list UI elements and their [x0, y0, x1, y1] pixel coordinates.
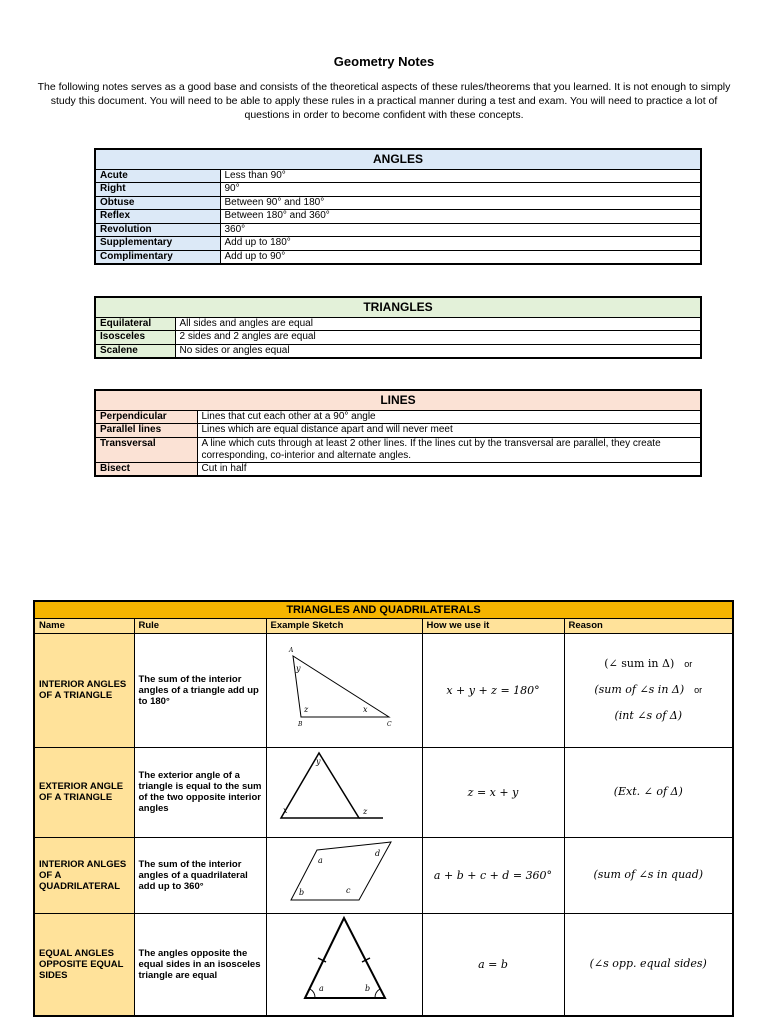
angle-desc: 360°: [220, 223, 701, 237]
angles-table: [94, 148, 702, 265]
reason: [564, 913, 733, 1016]
column-header-use: How we use it: [422, 618, 564, 633]
isosceles-triangle-sketch: [267, 914, 421, 1012]
reason-line: (∠s opp. equal sides): [589, 957, 707, 970]
vertex-label-c: C: [387, 720, 392, 728]
angles-header: ANGLES: [95, 149, 701, 169]
lines-header: LINES: [95, 390, 701, 410]
or-label: or: [694, 685, 703, 695]
angle-label-y: y: [316, 756, 321, 766]
angle-name: Obtuse: [95, 196, 220, 210]
triangle-desc: No sides or angles equal: [175, 344, 701, 358]
column-header-rule: Rule: [134, 618, 266, 633]
angle-desc: 90°: [220, 183, 701, 197]
line-name: Parallel lines: [95, 424, 197, 438]
line-name: Transversal: [95, 437, 197, 462]
rule-name: EQUAL ANGLES OPPOSITE EQUAL SIDES: [34, 913, 134, 1016]
table-row: [34, 913, 733, 1016]
angle-name: Reflex: [95, 210, 220, 224]
table-row: [95, 183, 701, 197]
example-sketch: [266, 633, 422, 747]
table-row: [34, 747, 733, 837]
line-name: Bisect: [95, 462, 197, 476]
column-header-sketch: Example Sketch: [266, 618, 422, 633]
table-row: [95, 169, 701, 183]
page-title: Geometry Notes: [333, 54, 435, 69]
rule-name: EXTERIOR ANGLE OF A TRIANGLE: [34, 747, 134, 837]
angle-desc: Between 180° and 360°: [220, 210, 701, 224]
table-row: [95, 237, 701, 251]
table-row: [95, 437, 701, 462]
table-row: [95, 250, 701, 264]
rule-name: INTERIOR ANLGES OF A QUADRILATERAL: [34, 837, 134, 913]
triangles-table: [94, 296, 702, 359]
table-row: [95, 210, 701, 224]
reason: [564, 633, 733, 747]
rule-text: The exterior angle of a triangle is equal to the sum of the two opposite interior angles: [134, 747, 266, 837]
table-row: [34, 633, 733, 747]
quadrilateral-sketch: [267, 838, 421, 910]
angle-label-b: b: [365, 983, 371, 993]
line-desc: Lines which are equal distance apart and will never meet: [197, 424, 701, 438]
angle-name: Acute: [95, 169, 220, 183]
column-header-reason: Reason: [564, 618, 733, 633]
how-we-use-it: a + b + c + d = 360°: [422, 837, 564, 913]
how-we-use-it: x + y + z = 180°: [422, 633, 564, 747]
column-header-name: Name: [34, 618, 134, 633]
table-row: [95, 196, 701, 210]
or-label: or: [684, 659, 693, 669]
triangle-desc: 2 sides and 2 angles are equal: [175, 331, 701, 345]
table-row: [95, 424, 701, 438]
angle-label-x: x: [283, 805, 288, 815]
how-we-use-it: a = b: [422, 913, 564, 1016]
how-we-use-it: z = x + y: [422, 747, 564, 837]
column-header-row: [34, 618, 733, 633]
triangle-name: Equilateral: [95, 317, 175, 331]
angle-desc: Less than 90°: [220, 169, 701, 183]
angle-desc: Add up to 90°: [220, 250, 701, 264]
rule-text: The sum of the interior angles of a triangle add up to 180°: [134, 633, 266, 747]
table-row: [95, 317, 701, 331]
angle-name: Right: [95, 183, 220, 197]
example-sketch: [266, 837, 422, 913]
triangles-header: TRIANGLES: [95, 297, 701, 317]
angle-label-a: a: [319, 983, 324, 993]
reason-line: (sum of ∠s in Δ): [594, 683, 685, 696]
table-row: [95, 410, 701, 424]
rule-name: INTERIOR ANGLES OF A TRIANGLE: [34, 633, 134, 747]
table-row: [95, 331, 701, 345]
tq-header: TRIANGLES AND QUADRILATERALS: [34, 601, 733, 618]
line-desc: Lines that cut each other at a 90° angle: [197, 410, 701, 424]
triangle-desc: All sides and angles are equal: [175, 317, 701, 331]
triangle-name: Scalene: [95, 344, 175, 358]
table-row: [34, 837, 733, 913]
line-desc: A line which cuts through at least 2 other lines. If the lines cut by the transversal are parallel, they create corresponding, co-interior and alternate angles.: [197, 437, 701, 462]
table-row: [95, 462, 701, 476]
example-sketch: [266, 913, 422, 1016]
example-sketch: [266, 747, 422, 837]
angle-label-z: z: [363, 806, 368, 816]
intro-paragraph: The following notes serves as a good base and consists of the theoretical aspects of these rules/theorems that you learned. It is not enough to simply study this document. You will need to be able to apply these rules in a practical manner during a test and exam. You will need to practice a lot of questions in order to become confident with these concepts.: [37, 81, 731, 121]
angle-label-z: z: [304, 704, 309, 714]
angle-name: Revolution: [95, 223, 220, 237]
reason-line: (Ext. ∠ of Δ): [613, 785, 683, 798]
line-desc: Cut in half: [197, 462, 701, 476]
angle-name: Complimentary: [95, 250, 220, 264]
reason: [564, 747, 733, 837]
angle-name: Supplementary: [95, 237, 220, 251]
rule-text: The angles opposite the equal sides in an isosceles triangle are equal: [134, 913, 266, 1016]
reason-line: (int ∠s of Δ): [614, 709, 683, 722]
table-row: [95, 344, 701, 358]
angle-label-c: c: [346, 885, 351, 895]
rule-text: The sum of the interior angles of a quadrilateral add up to 360°: [134, 837, 266, 913]
angle-desc: Add up to 180°: [220, 237, 701, 251]
angle-label-y: y: [296, 663, 301, 673]
angle-label-b: b: [299, 887, 305, 897]
vertex-label-b: B: [298, 720, 303, 728]
angle-label-x: x: [363, 704, 368, 714]
reason: [564, 837, 733, 913]
lines-table: [94, 389, 702, 477]
reason-line: (sum of ∠s in quad): [593, 868, 704, 881]
angle-desc: Between 90° and 180°: [220, 196, 701, 210]
table-row: [95, 223, 701, 237]
triangle-name: Isosceles: [95, 331, 175, 345]
triangle-sketch: [267, 634, 421, 744]
angle-label-d: d: [375, 848, 381, 858]
reason-line: (∠ sum in Δ): [604, 657, 675, 670]
triangle-sketch: [267, 748, 421, 834]
triangles-quadrilaterals-table: [33, 600, 734, 1017]
line-name: Perpendicular: [95, 410, 197, 424]
vertex-label-a: A: [289, 646, 294, 654]
angle-label-a: a: [318, 855, 323, 865]
